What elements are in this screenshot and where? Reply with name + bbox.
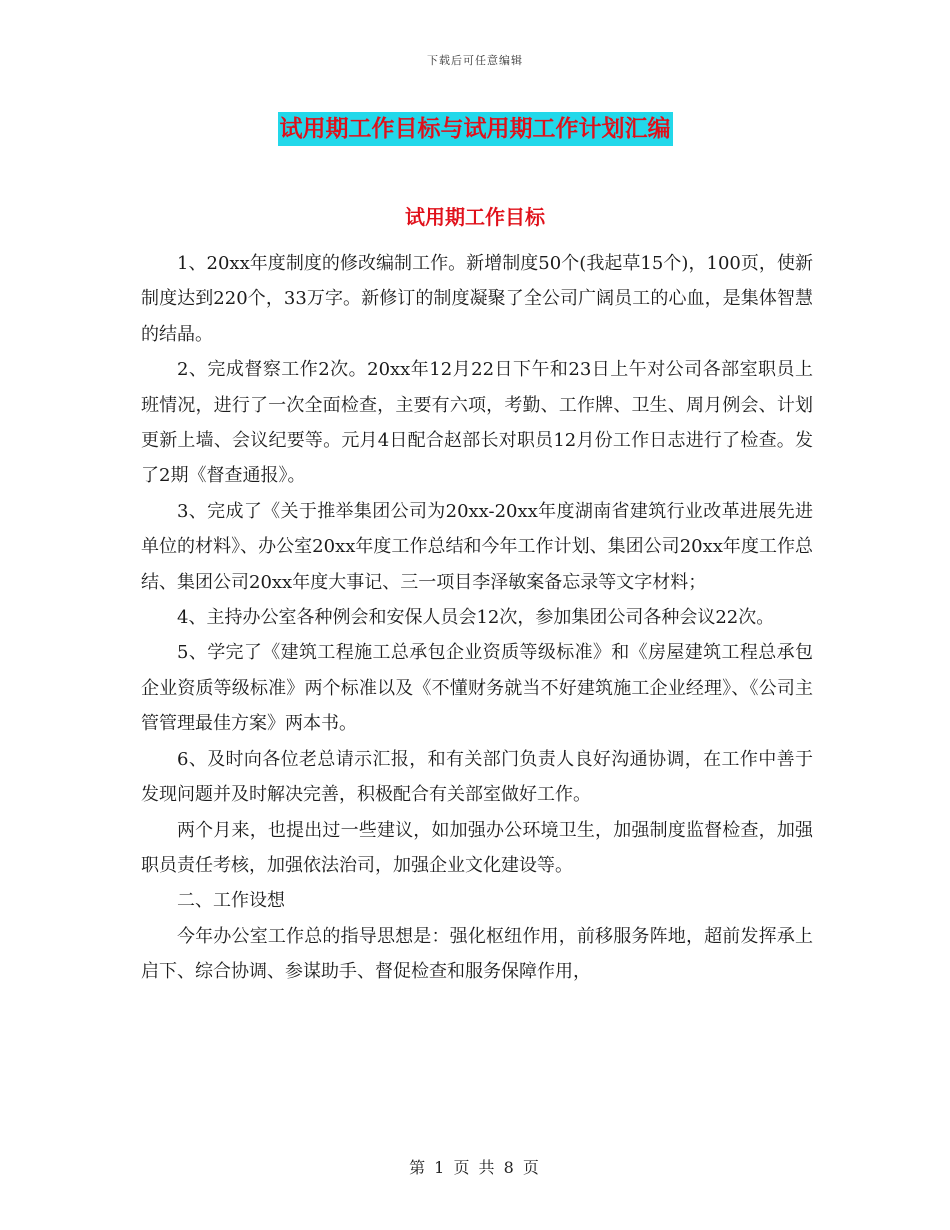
document-body	[141, 246, 813, 990]
paragraph: 6、及时向各位老总请示汇报，和有关部门负责人良好沟通协调，在工作中善于发现问题并及时解决完善，积极配合有关部室做好工作。	[141, 748, 813, 806]
paragraph: 今年办公室工作总的指导思想是：强化枢纽作用，前移服务阵地，超前发挥承上启下、综合协调、参谋助手、督促检查和服务保障作用，	[141, 925, 813, 983]
paragraph: 4、主持办公室各种例会和安保人员会12次，参加集团公司各种会议22次。	[177, 607, 775, 629]
paragraph: 两个月来，也提出过一些建议，如加强办公环境卫生，加强制度监督检查，加强职员责任考核，加强依法治司，加强企业文化建设等。	[141, 819, 813, 876]
page-number-footer: 第 1 页 共 8 页	[409, 1158, 541, 1177]
page-header-note: 下载后可任意编辑	[427, 54, 523, 67]
paragraph: 1、20xx年度制度的修改编制工作。新增制度50个(我起草15个)，100页，使新制度达到220个，33万字。新修订的制度凝聚了全公司广阔员工的心血，是集体智慧的结晶。	[141, 253, 813, 345]
paragraph: 5、学完了《建筑工程施工总承包企业资质等级标准》和《房屋建筑工程总承包企业资质等级标准》两个标准以及《不懂财务就当不好建筑施工企业经理》、《公司主管管理最佳方案》两本书。	[141, 642, 813, 735]
section-title: 试用期工作目标	[405, 205, 545, 229]
paragraph: 3、完成了《关于推举集团公司为20xx-20xx年度湖南省建筑行业改革进展先进单位的材料》、办公室20xx年度工作总结和今年工作计划、集团公司20xx年度工作总结、集团公司20xx年度大事记、三一项目李泽敏案备忘录等文字材料；	[141, 500, 813, 593]
document-title: 试用期工作目标与试用期工作计划汇编	[278, 112, 673, 146]
document-title-container	[0, 112, 950, 146]
paragraph: 二、工作设想	[177, 890, 285, 912]
paragraph: 2、完成督察工作2次。20xx年12月22日下午和23日上午对公司各部室职员上班情况，进行了一次全面检查，主要有六项，考勤、工作牌、卫生、周月例会、计划更新上墙、会议纪要等。元月4日配合赵部长对职员12月份工作日志进行了检查。发了2期《督查通报》。	[141, 359, 813, 487]
